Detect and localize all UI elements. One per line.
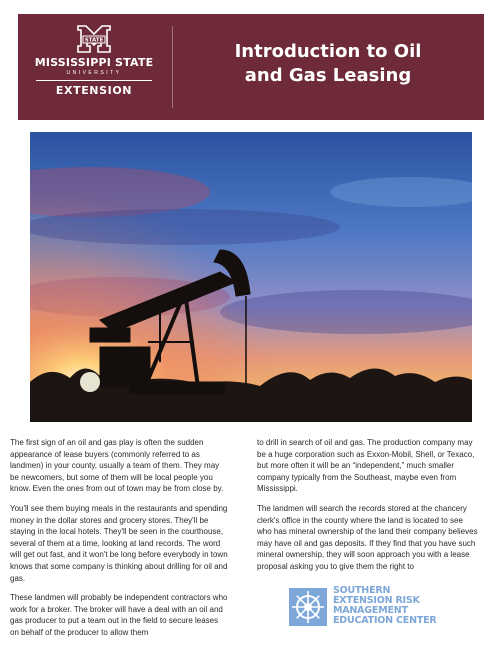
logo-name: MISSISSIPPI STATE [34, 56, 154, 69]
body-paragraph: The landmen will search the records stored at the chancery clerk's office in the county where the land is located to see who has mineral ownership of the land their company believes may have oil and gas deposits. If they find that you have such mineral ownership, they will soon approach you with a lease proposal asking you to give them the right to [257, 503, 478, 571]
ship-wheel-icon [289, 588, 327, 626]
title-line-2: and Gas Leasing [244, 65, 412, 86]
body-paragraph: The first sign of an oil and gas play is often the sudden appearance of lease buyers (commonly referred to as landmen) in your county, usually a team of them. They may be newcomers, but some of them will be local people you know. Even the ones from out of town may be from close by. [10, 438, 224, 494]
pumpjack-photo [30, 132, 472, 422]
body-paragraph: These landmen will probably be independent contractors who work for a broker. The broker will have a deal with an oil and gas producer to put a team out in the field to secure leases on behalf of the producer to allow them [10, 593, 228, 637]
body-column-left [10, 437, 228, 647]
page-title [178, 40, 478, 100]
banner-divider [172, 26, 173, 108]
body-paragraph: to drill in search of oil and gas. The production company may be a huge corporation such as Exxon-Mobil, Shell, or Texaco, but more often it will be an “independent,” much smaller company typically from the Southeast, maybe even from Mississippi. [257, 438, 475, 494]
msu-shield-icon [74, 24, 114, 54]
body-column-right [257, 437, 479, 581]
serme-line-4: EDUCATION CENTER [333, 615, 437, 626]
title-line-1: Introduction to Oil [234, 41, 422, 62]
hero-photo [30, 132, 472, 422]
serme-logo [289, 585, 459, 629]
logo-rule [36, 80, 152, 81]
serme-line-2: EXTENSION RISK [333, 595, 420, 606]
body-paragraph: You'll see them buying meals in the restaurants and spending money in the dollar stores and grocery stores. They'll be staying in the local hotels. They'll be seen in the courthouse, several of them at a time, looking at land records. The word will get out fast, and it won't be long before everybody in town knows that some company is thinking about drilling for oil and gas. [10, 503, 228, 583]
header-banner [18, 14, 484, 120]
logo-extension: EXTENSION [55, 84, 133, 97]
shield-text: STATE [84, 37, 104, 44]
serme-line-1: SOUTHERN [333, 585, 391, 596]
logo-university: UNIVERSITY [66, 70, 122, 76]
msu-extension-logo [30, 24, 158, 112]
serme-name [333, 586, 459, 626]
serme-line-3: MANAGEMENT [333, 605, 408, 616]
